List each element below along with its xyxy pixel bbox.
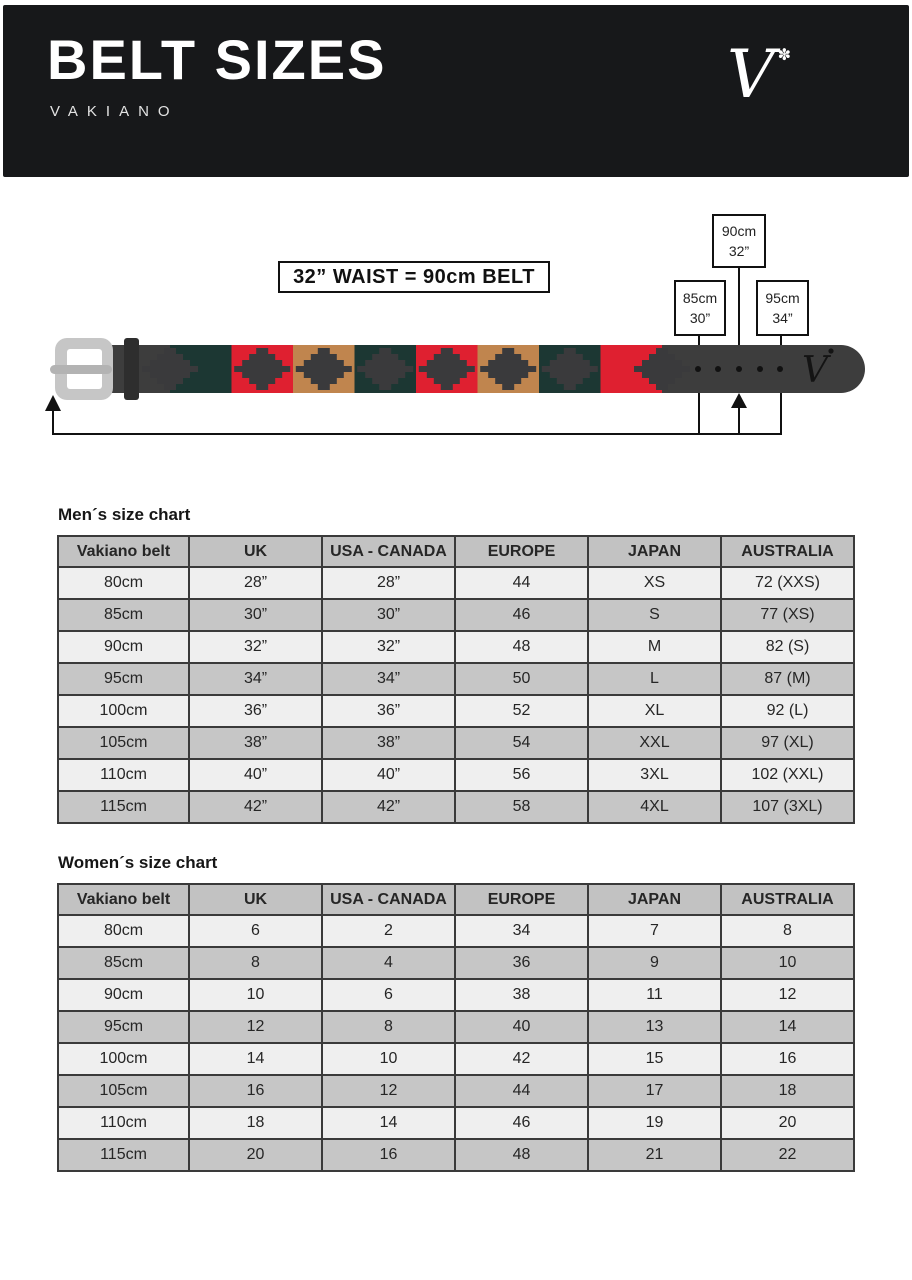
row-header-cell: 105cm xyxy=(58,1075,189,1107)
table-cell: 34 xyxy=(455,915,588,947)
row-header-cell: 105cm xyxy=(58,727,189,759)
measure-arrows xyxy=(45,393,747,411)
table-cell: 8 xyxy=(189,947,322,979)
table-cell: 13 xyxy=(588,1011,721,1043)
column-header: Vakiano belt xyxy=(58,884,189,915)
mens-size-table xyxy=(57,535,855,824)
table-row xyxy=(58,1075,854,1107)
table-row xyxy=(58,1011,854,1043)
table-row xyxy=(58,947,854,979)
belt-size-diagram xyxy=(0,177,912,457)
callout-cm: 90cm xyxy=(721,222,757,239)
table-cell: 4XL xyxy=(588,791,721,823)
table-cell: 42” xyxy=(189,791,322,823)
table-cell: 40 xyxy=(455,1011,588,1043)
callout-inch: 32” xyxy=(728,243,750,259)
table-cell: 14 xyxy=(322,1107,455,1139)
table-cell: 18 xyxy=(721,1075,854,1107)
table-row xyxy=(58,759,854,791)
row-header-cell: 110cm xyxy=(58,759,189,791)
table-row xyxy=(58,1139,854,1171)
table-cell: M xyxy=(588,631,721,663)
table-cell: 44 xyxy=(455,567,588,599)
table-cell: 28” xyxy=(322,567,455,599)
table-row xyxy=(58,663,854,695)
table-cell: 6 xyxy=(322,979,455,1011)
table-cell: 20 xyxy=(189,1139,322,1171)
table-cell: 10 xyxy=(322,1043,455,1075)
belt-buckle xyxy=(50,338,113,400)
table-cell: 72 (XXS) xyxy=(721,567,854,599)
row-header-cell: 115cm xyxy=(58,1139,189,1171)
table-cell: L xyxy=(588,663,721,695)
column-header: USA - CANADA xyxy=(322,536,455,567)
table-cell: 12 xyxy=(721,979,854,1011)
callout-95cm xyxy=(756,280,809,336)
vakiano-logo xyxy=(721,35,791,125)
table-cell: 36” xyxy=(189,695,322,727)
row-header-cell: 90cm xyxy=(58,631,189,663)
table-cell: 50 xyxy=(455,663,588,695)
table-cell: 12 xyxy=(322,1075,455,1107)
table-cell: 10 xyxy=(189,979,322,1011)
callout-cm: 95cm xyxy=(765,289,800,306)
table-cell: 22 xyxy=(721,1139,854,1171)
column-header: USA - CANADA xyxy=(322,884,455,915)
header-row xyxy=(58,884,854,915)
row-header-cell: 95cm xyxy=(58,1011,189,1043)
table-cell: 97 (XL) xyxy=(721,727,854,759)
table-cell: 36 xyxy=(455,947,588,979)
column-header: JAPAN xyxy=(588,884,721,915)
table-cell: 32” xyxy=(322,631,455,663)
logo-v-letter: V xyxy=(727,36,775,113)
table-cell: 15 xyxy=(588,1043,721,1075)
column-header: AUSTRALIA xyxy=(721,536,854,567)
mens-chart-heading: Men´s size chart xyxy=(58,505,191,524)
table-cell: 32” xyxy=(189,631,322,663)
table-cell: 3XL xyxy=(588,759,721,791)
table-cell: 30” xyxy=(189,599,322,631)
table-cell: 8 xyxy=(322,1011,455,1043)
table-row xyxy=(58,1043,854,1075)
row-header-cell: 110cm xyxy=(58,1107,189,1139)
callout-inch: 30” xyxy=(689,310,711,326)
waist-equivalence-label: 32” WAIST = 90cm BELT xyxy=(278,261,550,293)
table-cell: 44 xyxy=(455,1075,588,1107)
callout-85cm xyxy=(674,280,726,336)
table-cell: 2 xyxy=(322,915,455,947)
callout-90cm xyxy=(712,214,766,268)
table-cell: 20 xyxy=(721,1107,854,1139)
table-cell: 48 xyxy=(455,1139,588,1171)
table-cell: 9 xyxy=(588,947,721,979)
callout-inch: 34” xyxy=(772,310,793,326)
table-row xyxy=(58,631,854,663)
svg-text:V: V xyxy=(802,350,828,391)
table-cell: 38” xyxy=(189,727,322,759)
belt-keeper xyxy=(124,338,139,400)
column-header: AUSTRALIA xyxy=(721,884,854,915)
table-cell: 30” xyxy=(322,599,455,631)
table-row xyxy=(58,915,854,947)
table-cell: 87 (M) xyxy=(721,663,854,695)
callout-cm: 85cm xyxy=(682,289,718,306)
column-header: UK xyxy=(189,536,322,567)
header-row xyxy=(58,536,854,567)
table-cell: 4 xyxy=(322,947,455,979)
table-cell: XXL xyxy=(588,727,721,759)
table-cell: S xyxy=(588,599,721,631)
womens-size-chart-section xyxy=(57,853,855,1172)
column-header: EUROPE xyxy=(455,884,588,915)
column-header: JAPAN xyxy=(588,536,721,567)
table-cell: 107 (3XL) xyxy=(721,791,854,823)
row-header-cell: 85cm xyxy=(58,599,189,631)
table-cell: 18 xyxy=(189,1107,322,1139)
table-cell: 48 xyxy=(455,631,588,663)
row-header-cell: 90cm xyxy=(58,979,189,1011)
column-header: UK xyxy=(189,884,322,915)
flower-icon: ✽ xyxy=(777,45,791,64)
table-cell: 38 xyxy=(455,979,588,1011)
table-cell: 54 xyxy=(455,727,588,759)
table-cell: 102 (XXL) xyxy=(721,759,854,791)
table-cell: 82 (S) xyxy=(721,631,854,663)
row-header-cell: 95cm xyxy=(58,663,189,695)
table-cell: 92 (L) xyxy=(721,695,854,727)
table-cell: 34” xyxy=(322,663,455,695)
row-header-cell: 100cm xyxy=(58,695,189,727)
table-cell: 40” xyxy=(189,759,322,791)
row-header-cell: 115cm xyxy=(58,791,189,823)
table-cell: 17 xyxy=(588,1075,721,1107)
table-cell: 58 xyxy=(455,791,588,823)
table-cell: 14 xyxy=(189,1043,322,1075)
table-cell: 46 xyxy=(455,599,588,631)
table-cell: XL xyxy=(588,695,721,727)
row-header-cell: 100cm xyxy=(58,1043,189,1075)
table-cell: 16 xyxy=(189,1075,322,1107)
table-cell: 12 xyxy=(189,1011,322,1043)
table-cell: 36” xyxy=(322,695,455,727)
table-row xyxy=(58,599,854,631)
table-row xyxy=(58,695,854,727)
table-cell: 7 xyxy=(588,915,721,947)
column-header: EUROPE xyxy=(455,536,588,567)
header-banner xyxy=(3,5,909,177)
table-row xyxy=(58,1107,854,1139)
table-row xyxy=(58,979,854,1011)
table-row xyxy=(58,791,854,823)
table-row xyxy=(58,727,854,759)
table-cell: 16 xyxy=(721,1043,854,1075)
table-cell: 10 xyxy=(721,947,854,979)
row-header-cell: 80cm xyxy=(58,567,189,599)
table-cell: 56 xyxy=(455,759,588,791)
row-header-cell: 80cm xyxy=(58,915,189,947)
mens-size-chart-section xyxy=(57,505,855,824)
table-cell: 16 xyxy=(322,1139,455,1171)
table-cell: 14 xyxy=(721,1011,854,1043)
brand-name: VAKIANO xyxy=(50,103,179,120)
table-cell: 21 xyxy=(588,1139,721,1171)
table-cell: 38” xyxy=(322,727,455,759)
womens-size-table xyxy=(57,883,855,1172)
table-cell: 77 (XS) xyxy=(721,599,854,631)
table-cell: 40” xyxy=(322,759,455,791)
table-cell: 42 xyxy=(455,1043,588,1075)
table-cell: 46 xyxy=(455,1107,588,1139)
table-cell: 28” xyxy=(189,567,322,599)
table-cell: 11 xyxy=(588,979,721,1011)
table-cell: 42” xyxy=(322,791,455,823)
page-title: BELT SIZES xyxy=(47,28,387,91)
table-cell: 52 xyxy=(455,695,588,727)
table-cell: 34” xyxy=(189,663,322,695)
womens-chart-heading: Women´s size chart xyxy=(58,853,218,872)
column-header: Vakiano belt xyxy=(58,536,189,567)
table-cell: 19 xyxy=(588,1107,721,1139)
row-header-cell: 85cm xyxy=(58,947,189,979)
table-cell: 6 xyxy=(189,915,322,947)
table-cell: XS xyxy=(588,567,721,599)
table-cell: 8 xyxy=(721,915,854,947)
table-row xyxy=(58,567,854,599)
